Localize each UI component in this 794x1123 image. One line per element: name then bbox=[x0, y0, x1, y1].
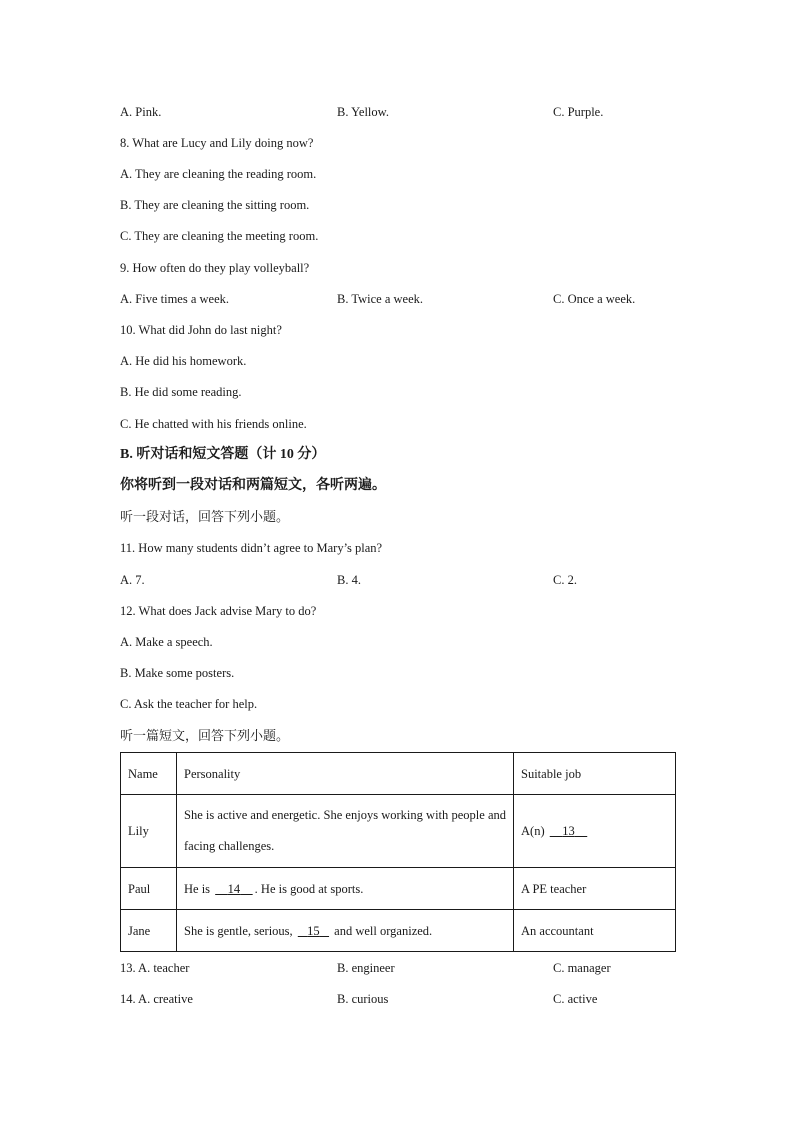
row-personality bbox=[177, 910, 514, 952]
row-name: Jane bbox=[121, 910, 177, 952]
q13-option-a: 13. A. teacher bbox=[120, 961, 190, 975]
q10-option-c: C. He chatted with his friends online. bbox=[120, 417, 307, 431]
header-personality: Personality bbox=[177, 753, 514, 795]
personality-suffix: . He is good at sports. bbox=[254, 881, 364, 896]
job-prefix: A(n) bbox=[521, 824, 548, 838]
q13-option-b: B. engineer bbox=[337, 961, 395, 975]
q14-option-b: B. curious bbox=[337, 992, 389, 1006]
q11-option-b: B. 4. bbox=[337, 573, 361, 587]
personality-prefix: She is gentle, serious, bbox=[184, 923, 296, 938]
section-b-title: B. 听对话和短文答题（计 10 分） bbox=[120, 447, 326, 462]
q9-option-a: A. Five times a week. bbox=[120, 292, 230, 306]
passage-intro: 听一篇短文，回答下列小题。 bbox=[120, 728, 290, 743]
row-personality: She is active and energetic. She enjoys working with people and facing challenges. bbox=[177, 795, 514, 868]
q7-option-c: C. Purple. bbox=[553, 105, 604, 119]
q12-option-c: C. Ask the teacher for help. bbox=[120, 697, 258, 711]
q8-option-c: C. They are cleaning the meeting room. bbox=[120, 229, 319, 243]
q9-question: 9. How often do they play volleyball? bbox=[120, 261, 310, 275]
table-header-row bbox=[121, 753, 676, 795]
q11-option-a: A. 7. bbox=[120, 573, 145, 587]
blank-14 bbox=[213, 882, 255, 896]
q7-option-b: B. Yellow. bbox=[337, 105, 389, 119]
q11-question: 11. How many students didn’t agree to Mary’s plan? bbox=[120, 541, 383, 555]
header-name: Name bbox=[121, 753, 177, 795]
q8-question: 8. What are Lucy and Lily doing now? bbox=[120, 136, 314, 150]
blank-13-number: 13 bbox=[562, 824, 575, 838]
row-name: Lily bbox=[121, 795, 177, 868]
q10-question: 10. What did John do last night? bbox=[120, 323, 282, 337]
q12-option-a: A. Make a speech. bbox=[120, 635, 213, 649]
q10-option-a: A. He did his homework. bbox=[120, 354, 247, 368]
dialogue-intro: 听一段对话，回答下列小题。 bbox=[120, 509, 290, 524]
section-b-instruction: 你将听到一段对话和两篇短文，各听两遍。 bbox=[120, 478, 386, 493]
q14-option-a: 14. A. creative bbox=[120, 992, 193, 1006]
q12-option-b: B. Make some posters. bbox=[120, 666, 235, 680]
blank-14-number: 14 bbox=[227, 881, 241, 896]
personality-job-table bbox=[120, 752, 676, 952]
row-job: A PE teacher bbox=[514, 868, 676, 910]
q8-option-b: B. They are cleaning the sitting room. bbox=[120, 198, 310, 212]
row-name: Paul bbox=[121, 868, 177, 910]
row-personality bbox=[177, 868, 514, 910]
table-row bbox=[121, 868, 676, 910]
q12-question: 12. What does Jack advise Mary to do? bbox=[120, 604, 317, 618]
row-job bbox=[514, 795, 676, 868]
q11-option-c: C. 2. bbox=[553, 573, 577, 587]
blank-13 bbox=[548, 824, 590, 838]
row-job: An accountant bbox=[514, 910, 676, 952]
personality-prefix: He is bbox=[184, 881, 214, 896]
q14-option-c: C. active bbox=[553, 992, 598, 1006]
personality-suffix: and well organized. bbox=[331, 923, 433, 938]
table-row bbox=[121, 910, 676, 952]
blank-15 bbox=[296, 924, 331, 938]
table-row bbox=[121, 795, 676, 868]
q7-option-a: A. Pink. bbox=[120, 105, 162, 119]
q9-option-c: C. Once a week. bbox=[553, 292, 636, 306]
q9-option-b: B. Twice a week. bbox=[337, 292, 424, 306]
q8-option-a: A. They are cleaning the reading room. bbox=[120, 167, 317, 181]
q13-option-c: C. manager bbox=[553, 961, 611, 975]
header-suitable-job: Suitable job bbox=[514, 753, 676, 795]
q10-option-b: B. He did some reading. bbox=[120, 385, 242, 399]
blank-15-number: 15 bbox=[307, 923, 320, 938]
